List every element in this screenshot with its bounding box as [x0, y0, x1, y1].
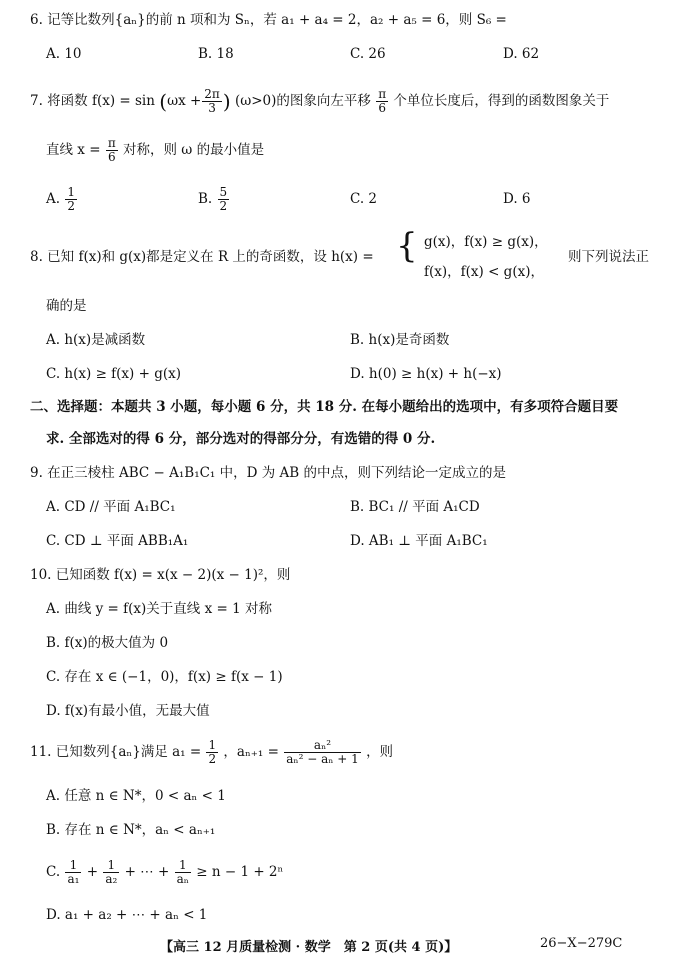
q9-option-c: C. CD ⊥ 平面 ABB₁A₁ — [46, 533, 189, 549]
q7-fraction-pi-6: $\frac{\pi}{6}$ — [378, 87, 387, 115]
q6-option-a: A. 10 — [46, 46, 82, 62]
q7-option-d: D. 6 — [503, 191, 531, 207]
q10-option-a: A. 曲线 y = f(x)关于直线 x = 1 对称 — [46, 601, 272, 617]
q8-option-c: C. h(x) ≥ f(x) + g(x) — [46, 366, 181, 382]
q7-stem: 7. 将函数 f(x) = sin (ωx + $\frac{2\pi}{3}$ ) (ω>0)的图象向左平移 $\frac{\pi}{6}$ 个单位长度后，得到的函数图象关于 — [30, 87, 610, 115]
q11-option-b: B. 存在 n ∈ N*，aₙ < aₙ₊₁ — [46, 822, 216, 838]
section2-heading-line1: 二、选择题：本题共 3 小题，每小题 6 分，共 18 分. 在每小题给出的选项中，有多项符合题目要 — [30, 399, 619, 415]
footer-page-info: 【高三 12 月质量检测 · 数学 第 2 页(共 4 页)】 — [160, 940, 458, 955]
q11-recurrence-fraction: $\frac{\text{aₙ²}}{\text{aₙ² − aₙ + 1}}$ — [286, 738, 359, 766]
q6-option-d: D. 62 — [503, 46, 540, 62]
q8-piecewise-brace: { — [396, 226, 418, 266]
q11-stem-post: ，则 — [366, 744, 394, 760]
q7-line2-post: 对称，则 ω 的最小值是 — [123, 142, 265, 158]
q7-option-c: C. 2 — [350, 191, 378, 207]
q9-option-d: D. AB₁ ⊥ 平面 A₁BC₁ — [350, 533, 488, 549]
q8-line2: 确的是 — [46, 298, 87, 314]
section2-heading-line2: 求. 全部选对的得 6 分，部分选对的得部分分，有选错的得 0 分. — [46, 431, 436, 447]
q7-fraction-2pi-3: $\frac{2\pi}{3}$ — [204, 87, 220, 115]
q10-option-b: B. f(x)的极大值为 0 — [46, 635, 169, 651]
q11-stem-mid: ，aₙ₊₁ = — [223, 744, 279, 760]
q7-arg-pre: ωx + — [167, 93, 202, 109]
q9-stem: 9. 在正三棱柱 ABC − A₁B₁C₁ 中，D 为 AB 的中点，则下列结论一定成立的是 — [30, 465, 506, 481]
q8-option-d: D. h(0) ≥ h(x) + h(−x) — [350, 366, 502, 382]
q11-option-a: A. 任意 n ∈ N*，0 < aₙ < 1 — [46, 788, 226, 804]
q7-line2-pre: 直线 x = — [46, 142, 101, 158]
q8-stem-pre: 8. 已知 f(x)和 g(x)都是定义在 R 上的奇函数，设 h(x) = — [30, 249, 374, 265]
q10-stem: 10. 已知函数 f(x) = x(x − 2)(x − 1)²，则 — [30, 567, 291, 583]
q11-fraction-one-half: $\frac{1}{2}$ — [208, 738, 217, 766]
q7-stem-post: 个单位长度后，得到的函数图象关于 — [393, 93, 610, 109]
q10-option-d: D. f(x)有最小值，无最大值 — [46, 703, 210, 719]
q7-option-a: A. $\frac{1}{2}$ — [46, 185, 75, 213]
footer-code: 26−X−279C — [540, 936, 623, 951]
q7-stem-pre: 7. 将函数 f(x) = sin — [30, 93, 155, 109]
q9-option-a: A. CD // 平面 A₁BC₁ — [46, 499, 176, 515]
q8-stem-post: 则下列说法正 — [568, 249, 649, 265]
q11-option-c: C. $\frac{1}{\text{a₁}}$ + $\frac{1}{\text{a₂}}$ + ⋯ + $\frac{1}{\text{aₙ}}$ ≥ n − 1 + 2ⁿ — [46, 858, 284, 886]
q7-line2 — [46, 135, 264, 165]
q8-option-b: B. h(x)是奇函数 — [350, 332, 450, 348]
q11-stem — [30, 735, 393, 769]
q11-stem-pre: 11. 已知数列{aₙ}满足 a₁ = — [30, 744, 202, 760]
q8-case-2: f(x)，f(x) < g(x)， — [424, 264, 544, 280]
q10-option-c: C. 存在 x ∈ (−1，0)，f(x) ≥ f(x − 1) — [46, 669, 283, 685]
q6-option-b: B. 18 — [198, 46, 234, 62]
q8-option-a: A. h(x)是减函数 — [46, 332, 146, 348]
q7-option-b: B. $\frac{5}{2}$ — [198, 185, 228, 213]
q7-stem-mid: (ω>0)的图象向左平移 — [234, 93, 371, 109]
q7-line2-fraction: $\frac{\pi}{6}$ — [107, 136, 116, 164]
q9-option-b: B. BC₁ // 平面 A₁CD — [350, 499, 480, 515]
q8-case-1: g(x)，f(x) ≥ g(x)， — [424, 234, 548, 250]
q11-option-d: D. a₁ + a₂ + ⋯ + aₙ < 1 — [46, 907, 208, 923]
q6-stem: 6. 记等比数列{aₙ}的前 n 项和为 Sₙ，若 a₁ + a₄ = 2，a₂ + a₅ = 6，则 S₆ = — [30, 12, 507, 28]
q6-option-c: C. 26 — [350, 46, 386, 62]
